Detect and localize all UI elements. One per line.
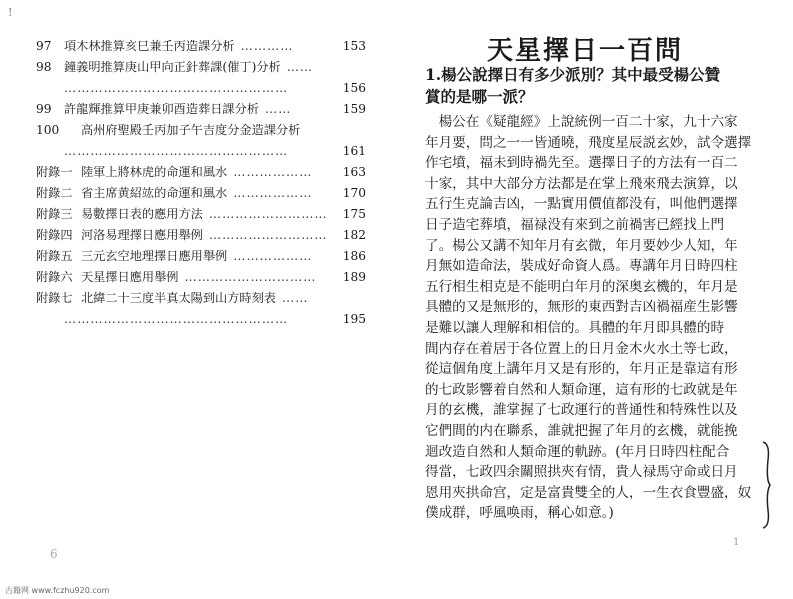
site-watermark: 古籍网 www.fczhu920.com [5,586,110,595]
toc-page-number: 163 [342,165,366,179]
toc-title: 河洛易理擇日應用舉例 [81,228,203,242]
toc-number: 附錄七 [36,291,73,305]
toc-row [36,309,366,330]
toc-number: 附錄四 [36,228,73,242]
toc-leader-dots: …… [286,60,314,74]
toc-title: 三元玄空地理擇日應用舉例 [81,249,228,263]
toc-number: 99 [36,102,52,116]
article-line: 月的玄機，誰掌握了七政運行的普通性和特殊性以及 [425,402,738,419]
toc-page-number: 153 [342,39,366,53]
toc-title: 陸軍上將林虎的命運和風水 [81,165,228,179]
toc-page-number: 186 [342,249,366,263]
article-line: 恩用夾拱命宫，定是富貴雙全的人，一生衣食豐盛，奴 [425,484,752,501]
toc-title: 省主席黄紹竑的命運和風水 [81,186,228,200]
toc-row [36,120,366,141]
toc-leader-dots: …………………………………………… [64,144,289,158]
question-heading [425,64,765,108]
article-line: 是難以讓人理解和相信的。具體的年月即具體的時 [425,319,725,336]
toc-leader-dots: …… [282,291,309,305]
corner-mark: ! [8,6,13,19]
article-line: 月無如造命法，裝成好命資人爲。專講年月日時四柱 [425,258,738,275]
toc-number: 98 [36,60,52,74]
table-of-contents [36,36,366,330]
toc-page-number: 195 [342,312,366,326]
toc-row [36,36,366,57]
article-line: 了。楊公又講不知年月有玄微，年月要妙少人知，年 [425,237,738,254]
toc-number: 附錄三 [36,207,73,221]
toc-row [36,99,366,120]
toc-row [36,183,366,204]
toc-leader-dots: …………………………………………… [64,312,289,326]
toc-page-number: 161 [342,144,366,158]
article-body [425,112,765,524]
toc-number: 97 [36,39,52,53]
toc-title: 鐘義明推算庚山甲向正針葬課(催丁)分析 [64,60,281,74]
toc-row [36,204,366,225]
toc-leader-dots: …… [265,102,292,116]
article-line: 得當，七政四余關照拱夾有情，貴人禄馬守命或日月 [425,464,738,481]
toc-title: 高州府聖殿壬丙加子午吉度分金造課分析 [81,123,301,137]
toc-row [36,162,366,183]
article-line: 五行生克論吉凶，一點實用價值都没有，叫他們選擇 [425,196,738,213]
question-line-1: 1.楊公說擇日有多少派別？其中最受楊公贊 [425,65,721,84]
article-line: 楊公在《疑龍經》上說統例一百二十家，九十六家 [425,114,738,130]
toc-row [36,288,366,309]
left-page-footer-mark: 6 [50,547,58,561]
article-line: 十家，其中大部分方法都是在掌上飛來飛去演算，以 [425,175,738,192]
book-title: 天星擇日一百問 [487,36,684,66]
toc-page-number: 159 [342,102,366,116]
toc-row [36,78,366,99]
toc-number: 附錄六 [36,270,73,284]
toc-leader-dots: ………………………… [184,270,317,284]
article-line: 具體的又是無形的，無形的東西對吉凶禍福産生影響 [425,299,738,316]
toc-leader-dots: ……………………… [208,207,328,221]
toc-title: 易數擇日表的應用方法 [81,207,203,221]
toc-row [36,57,366,78]
article-line: 它們間的内在聯系，誰就把握了年月的玄機，就能挽 [425,422,738,439]
toc-row [36,246,366,267]
toc-page-number: 182 [342,228,366,242]
article-line: 間内存在着居于各位置上的日月金木火水土等七政， [425,340,738,357]
handwritten-bracket-mark [762,440,772,530]
toc-title: 北緯二十三度半真太陽到山方時刻表 [81,291,276,305]
toc-page-number: 175 [342,207,366,221]
article-line: 年月要，問之一一皆通曉，飛度星辰説玄妙，試令選擇 [425,134,752,151]
toc-title: 許龍輝推算甲庚兼卯酉造葬日課分析 [64,102,259,116]
toc-page-number: 189 [342,270,366,284]
article-line: 日子造宅葬墳，福禄没有來到之前禍害已經找上門 [425,216,725,233]
toc-number: 附錄五 [36,249,73,263]
toc-number: 附錄一 [36,165,73,179]
article-line: 迴改造自然和人類命運的軌跡。(年月日時四柱配合 [425,443,730,460]
toc-leader-dots: ……………… [233,249,313,263]
article-line: 的七政影響着自然和人類命運，這有形的七政就是年 [425,381,738,398]
toc-title: 天星擇日應用舉例 [81,270,179,284]
article-line: 從這個角度上講年月又是有形的，年月正是靠這有形 [425,361,738,378]
toc-row [36,267,366,288]
right-page-footer-mark: 1 [733,537,740,548]
article-line: 僕成群，呼風唤雨，稱心如意。) [425,505,614,522]
toc-leader-dots: ……………… [233,186,313,200]
toc-leader-dots: ……………………… [208,228,328,242]
toc-number: 100 [36,123,60,137]
toc-leader-dots: …………………………………………… [64,81,289,95]
toc-title: 項木林推算亥巳兼壬丙造課分析 [64,39,235,53]
toc-leader-dots: ………… [240,39,294,53]
toc-page-number: 156 [342,81,366,95]
article-line: 作宅墳，福未到時禍先至。選擇日子的方法有一百二 [425,155,738,172]
toc-row [36,141,366,162]
article-line: 五行相生相克是不能明白年月的深奥玄機的，年月是 [425,278,738,295]
question-line-2: 賞的是哪一派？ [425,87,534,106]
toc-leader-dots: ……………… [233,165,313,179]
toc-page-number: 170 [342,186,366,200]
toc-number: 附錄二 [36,186,73,200]
toc-row [36,225,366,246]
